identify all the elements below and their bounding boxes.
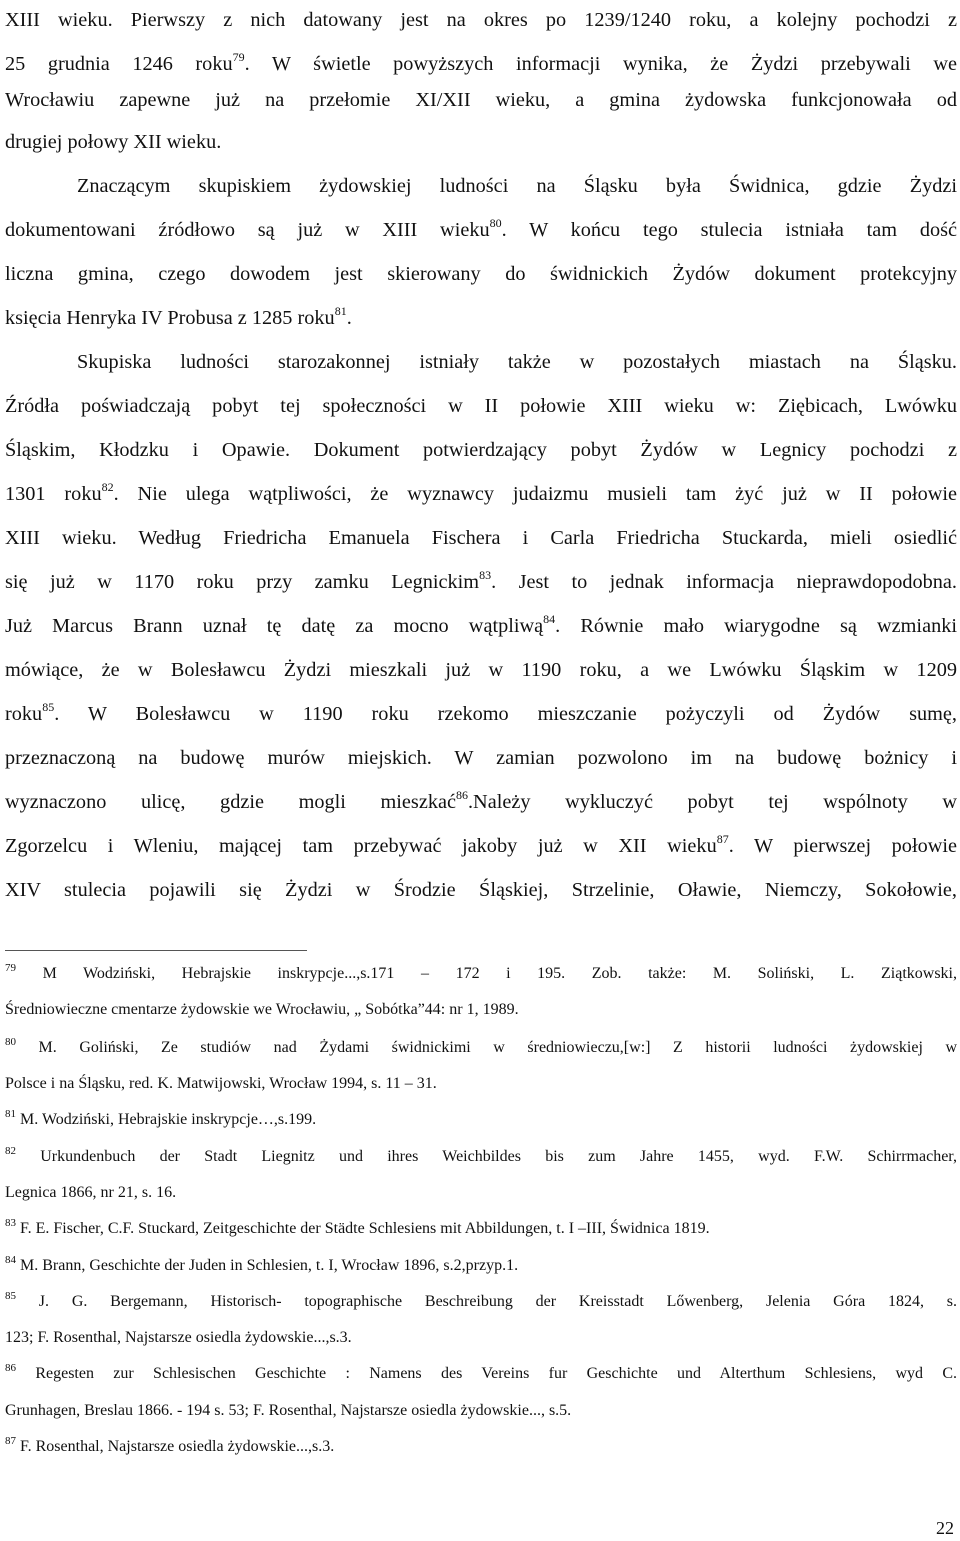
text-line: 1301 roku$^{82}$. Nie ulega wątpliwości, że wyznawcy judaizmu musieli tam żyć już w II połowie [5, 480, 957, 505]
footnote-line: $^{81}$ M. Wodziński, Hebrajskie inskrypcje…,s.199. [5, 1107, 317, 1128]
footnote-line: $^{87}$ F. Rosenthal, Najstarsze osiedla żydowskie...,s.3. [5, 1434, 335, 1455]
text-line: Znaczącym skupiskiem żydowskiej ludności na Śląsku była Świdnica, gdzie Żydzi [77, 175, 957, 197]
footnote-number: 83 [5, 1216, 16, 1229]
footnote-line: 123; F. Rosenthal, Najstarsze osiedla żydowskie...,s.3. [5, 1329, 352, 1346]
footnote-number: 85 [5, 1289, 16, 1302]
text-line: liczna gmina, czego dowodem jest skierowany do świdnickich Żydów dokument protekcyjny [5, 263, 957, 285]
footnote-line: $^{85}$ J. G. Bergemann, Historisch- topographische Beschreibung der Kreisstadt Lőwenberg, Jelenia Góra 1824, s. [5, 1289, 957, 1310]
text-line: przeznaczoną na budowę murów miejskich. W zamian pozwolono im na budowę bożnicy i [5, 747, 957, 769]
footnote-number: 80 [5, 1035, 16, 1048]
text-line: wyznaczono ulicę, gdzie mogli mieszkać$^{86}$.Należy wykluczyć pobyt tej wspólnoty w [5, 788, 958, 813]
text-line: Już Marcus Brann uznał tę datę za mocno wątpliwą$^{84}$. Równie mało wiarygodne są wzmianki [5, 612, 957, 637]
footnote-line: Legnica 1866, nr 21, s. 16. [5, 1184, 177, 1201]
text-line: XIII wieku. Według Friedricha Emanuela Fischera i Carla Friedricha Stuckarda, mieli osiedlić [5, 527, 957, 549]
footnote-line: $^{79}$ M Wodziński, Hebrajskie inskrypcje...,s.171 – 172 i 195. Zob. także: M. Soliński, L. Ziątkowski, [5, 961, 957, 982]
footnote-line: $^{80}$ M. Goliński, Ze studiów nad Żydami świdnickimi w średniowieczu,[w:] Z historii ludności żydowskiej w [5, 1035, 957, 1056]
footnote-line: Polsce i na Śląsku, red. K. Matwijowski, Wrocław 1994, s. 11 – 31. [5, 1075, 437, 1092]
page-number: 22 [936, 1518, 954, 1538]
text-line: XIV stulecia pojawili się Żydzi w Środzie Śląskiej, Strzelinie, Oławie, Niemczy, Sokołowie, [5, 879, 957, 901]
footnote-line: Średniowieczne cmentarze żydowskie we Wrocławiu, „ Sobótka”44: nr 1, 1989. [5, 1001, 519, 1018]
footnote-number: 81 [5, 1107, 16, 1120]
text-line: Śląskim, Kłodzku i Opawie. Dokument potwierdzający pobyt Żydów w Legnicy pochodzi z [5, 439, 957, 461]
footnote-ref[interactable]: 86 [455, 788, 468, 803]
footnote-line: Grunhagen, Breslau 1866. - 194 s. 53; F. Rosenthal, Najstarsze osiedla żydowskie..., s.5. [5, 1402, 572, 1419]
footnote-number: 82 [5, 1144, 16, 1157]
text-line: Zgorzelcu i Wleniu, mającej tam przebywać jakoby już w XII wieku$^{87}$. W pierwszej połowie [5, 832, 957, 857]
text-line: się już w 1170 roku przy zamku Legnickim$^{83}$. Jest to jednak informacja nieprawdopodobna. [5, 568, 957, 593]
footnote-number: 87 [5, 1434, 16, 1447]
text-line: roku$^{85}$. W Bolesławcu w 1190 roku rzekomo mieszczanie pożyczyli od Żydów sumę, [5, 700, 957, 725]
footnote-ref[interactable]: 84 [543, 612, 556, 627]
text-line: 25 grudnia 1246 roku$^{79}$. W świetle powyższych informacji wynika, że Żydzi przebywali we [5, 50, 957, 75]
footnote-line: $^{83}$ F. E. Fischer, C.F. Stuckard, Zeitgeschichte der Städte Schlesiens mit Abbildungen, t. I –III, Świdnica 1819. [5, 1216, 710, 1237]
text-line: księcia Henryka IV Probusa z 1285 roku$^{81}$. [5, 304, 352, 329]
text-line: drugiej połowy XII wieku. [5, 131, 222, 153]
text-line: dokumentowani źródłowo są już w XIII wieku$^{80}$. W końcu tego stulecia istniała tam dość [5, 216, 957, 241]
footnote-ref[interactable]: 85 [42, 700, 55, 715]
footnote-number: 86 [5, 1361, 16, 1374]
footnote-line: $^{82}$ Urkundenbuch der Stadt Liegnitz und ihres Weichbildes bis zum Jahre 1455, wyd. F.W. Schirrmacher, [5, 1144, 957, 1165]
footnote-number: 79 [5, 961, 16, 974]
footnote-number: 84 [5, 1253, 16, 1266]
footnote-ref[interactable]: 83 [479, 568, 492, 583]
footnote-ref[interactable]: 87 [716, 832, 729, 847]
footnote-ref[interactable]: 81 [334, 304, 347, 319]
text-line: mówiące, że w Bolesławcu Żydzi mieszkali już w 1190 roku, a we Lwówku Śląskim w 1209 [5, 659, 957, 681]
footnote-ref[interactable]: 82 [101, 480, 114, 495]
text-line: Wrocławiu zapewne już na przełomie XI/XII wieku, a gmina żydowska funkcjonowała od [5, 89, 957, 111]
footnote-ref[interactable]: 80 [489, 216, 502, 231]
text-line: XIII wieku. Pierwszy z nich datowany jest na okres po 1239/1240 roku, a kolejny pochodzi z [5, 9, 957, 31]
footnote-line: $^{86}$ Regesten zur Schlesischen Geschichte : Namens des Vereins fur Geschichte und Alterthum Schlesiens, wyd C. [5, 1361, 957, 1382]
text-line: Skupiska ludności starozakonnej istniały także w pozostałych miastach na Śląsku. [77, 351, 957, 373]
text-line: Źródła poświadczają pobyt tej społeczności w II połowie XIII wieku w: Ziębicach, Lwówku [5, 395, 957, 417]
footnote-separator [5, 950, 307, 951]
footnote-line: $^{84}$ M. Brann, Geschichte der Juden in Schlesien, t. I, Wrocław 1896, s.2,przyp.1. [5, 1253, 519, 1274]
footnote-ref[interactable]: 79 [232, 50, 245, 65]
